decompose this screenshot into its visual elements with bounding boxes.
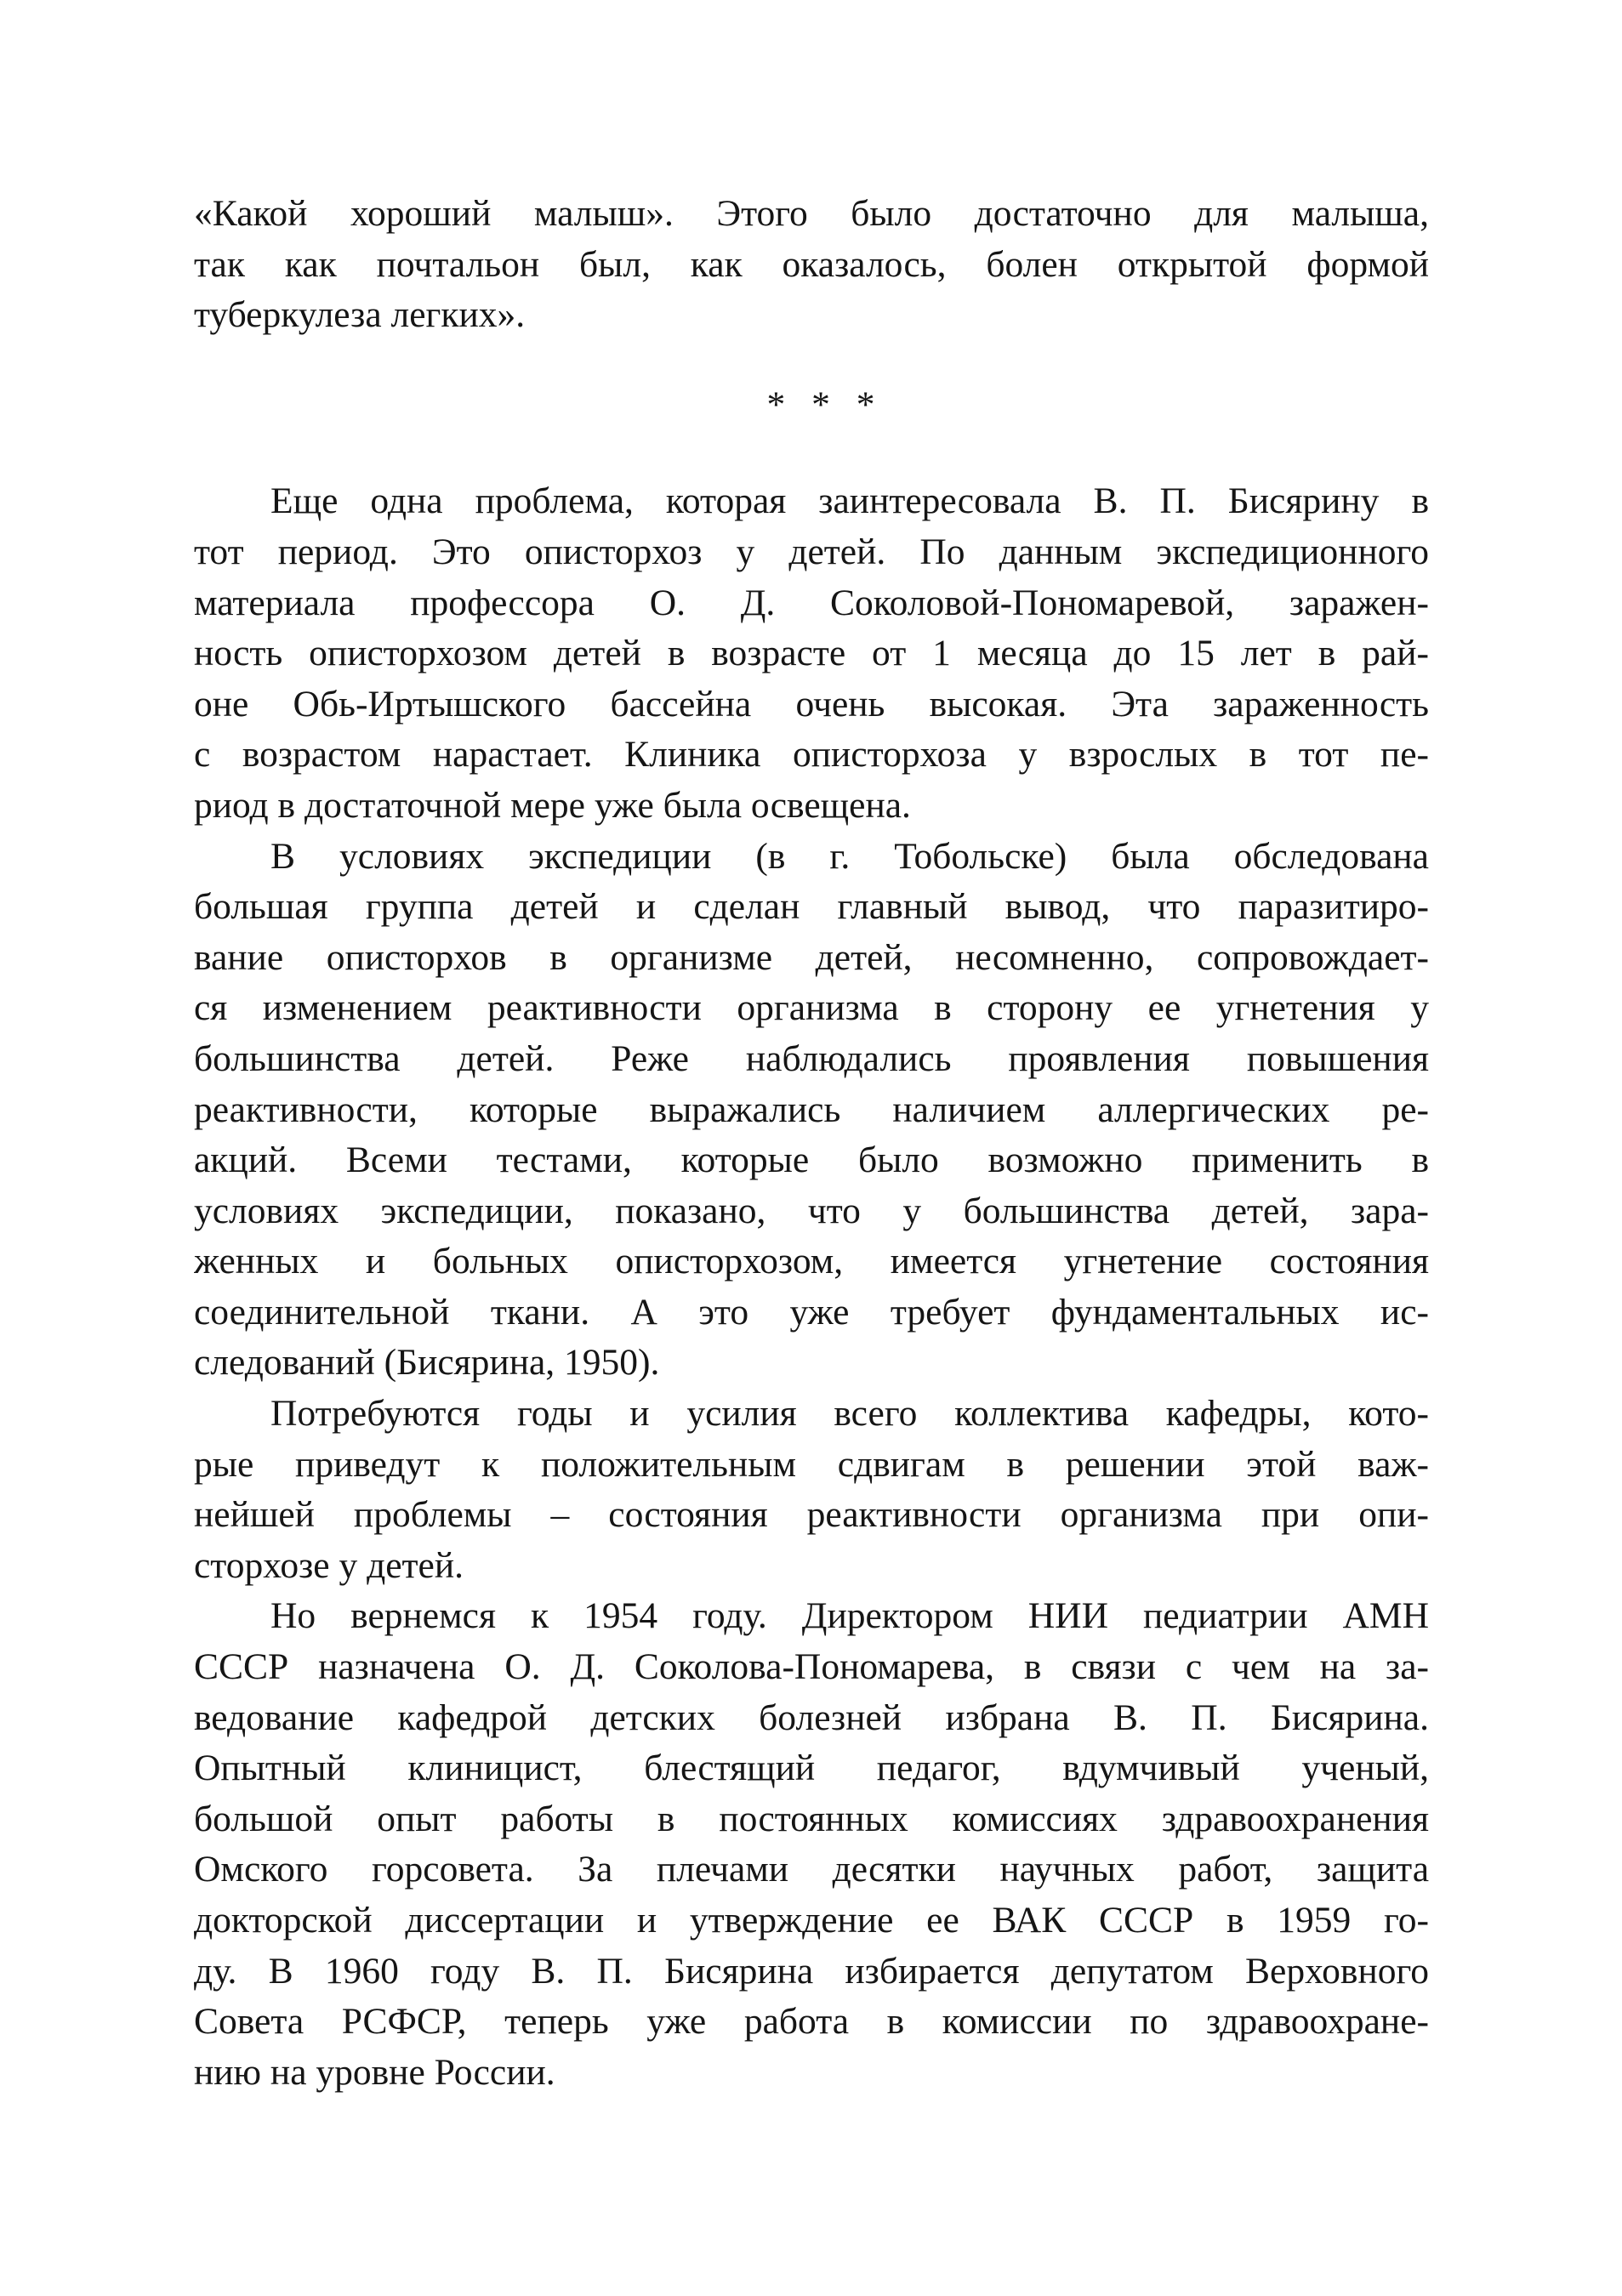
text-line: большой опыт работы в постоянных комиссиях здравоохранения xyxy=(194,1798,1429,1839)
text-line: с возрастом нарастает. Клиника описторхоза у взрослых в тот пе- xyxy=(194,734,1429,776)
text-line: реактивности, которые выражались наличием аллергических ре- xyxy=(194,1088,1429,1130)
paragraph-1954 xyxy=(194,1591,1429,2098)
text-line: большая группа детей и сделан главный вывод, что паразитиро- xyxy=(194,886,1429,928)
text-line: нию на уровне России. xyxy=(194,2051,555,2093)
document-page xyxy=(194,189,1429,2098)
paragraph-department-efforts xyxy=(194,1389,1429,1591)
text-line: следований (Бисярина, 1950). xyxy=(194,1342,660,1384)
text-line: Опытный клиницист, блестящий педагог, вдумчивый ученый, xyxy=(194,1748,1429,1789)
text-line: Омского горсовета. За плечами десятки научных работ, защита xyxy=(194,1849,1429,1890)
intro-paragraph xyxy=(194,189,1429,341)
text-line: ность описторхозом детей в возрасте от 1 месяца до 15 лет в рай- xyxy=(194,633,1429,674)
text-line: Потребуются годы и усилия всего коллектива кафедры, кото- xyxy=(270,1393,1429,1435)
text-line: ду. В 1960 году В. П. Бисярина избирается депутатом Верховного xyxy=(194,1950,1429,1992)
text-line: нейшей проблемы – состояния реактивности организма при опи- xyxy=(194,1494,1429,1536)
text-line: сторхозе у детей. xyxy=(194,1544,464,1586)
text-line: так как почтальон был, как оказалось, болен открытой формой xyxy=(194,243,1429,285)
text-line: туберкулеза легких». xyxy=(194,294,526,336)
text-line: вание описторхов в организме детей, несомненно, сопровождает- xyxy=(194,936,1429,978)
text-line: Совета РСФСР, теперь уже работа в комиссии по здравоохране- xyxy=(194,2001,1429,2043)
paragraph-opisthorchiasis xyxy=(194,476,1429,831)
text-line: женных и больных описторхозом, имеется угнетение состояния xyxy=(194,1241,1429,1282)
text-line: материала профессора О. Д. Соколовой-Пономаревой, заражен- xyxy=(194,582,1429,623)
text-line: В условиях экспедиции (в г. Тобольске) была обследована xyxy=(270,835,1429,877)
text-line: ся изменением реактивности организма в сторону ее угнетения у xyxy=(194,987,1429,1029)
section-separator: * * * xyxy=(766,384,884,425)
text-line: акций. Всеми тестами, которые было возможно применить в xyxy=(194,1139,1429,1181)
paragraph-expedition xyxy=(194,832,1429,1390)
text-line: рые приведут к положительным сдвигам в решении этой важ- xyxy=(194,1443,1429,1485)
text-line: тот период. Это описторхоз у детей. По данным экспедиционного xyxy=(194,531,1429,572)
text-line: Но вернемся к 1954 году. Директором НИИ педиатрии АМН xyxy=(270,1595,1429,1637)
text-line: докторской диссертации и утверждение ее ВАК СССР в 1959 го- xyxy=(194,1900,1429,1941)
text-line: большинства детей. Реже наблюдались проявления повышения xyxy=(194,1037,1429,1079)
text-line: Еще одна проблема, которая заинтересовала В. П. Бисярину в xyxy=(270,480,1429,522)
text-line: ведование кафедрой детских болезней избрана В. П. Бисярина. xyxy=(194,1696,1429,1738)
text-line: оне Обь-Иртышского бассейна очень высокая. Эта зараженность xyxy=(194,683,1429,725)
text-line: риод в достаточной мере уже была освещена. xyxy=(194,784,911,826)
text-line: условиях экспедиции, показано, что у большинства детей, зара- xyxy=(194,1190,1429,1231)
text-line: соединительной ткани. А это уже требует фундаментальных ис- xyxy=(194,1291,1429,1333)
text-line: «Какой хороший малыш». Этого было достаточно для малыша, xyxy=(194,193,1429,234)
text-line: СССР назначена О. Д. Соколова-Пономарева, в связи с чем на за- xyxy=(194,1646,1429,1688)
